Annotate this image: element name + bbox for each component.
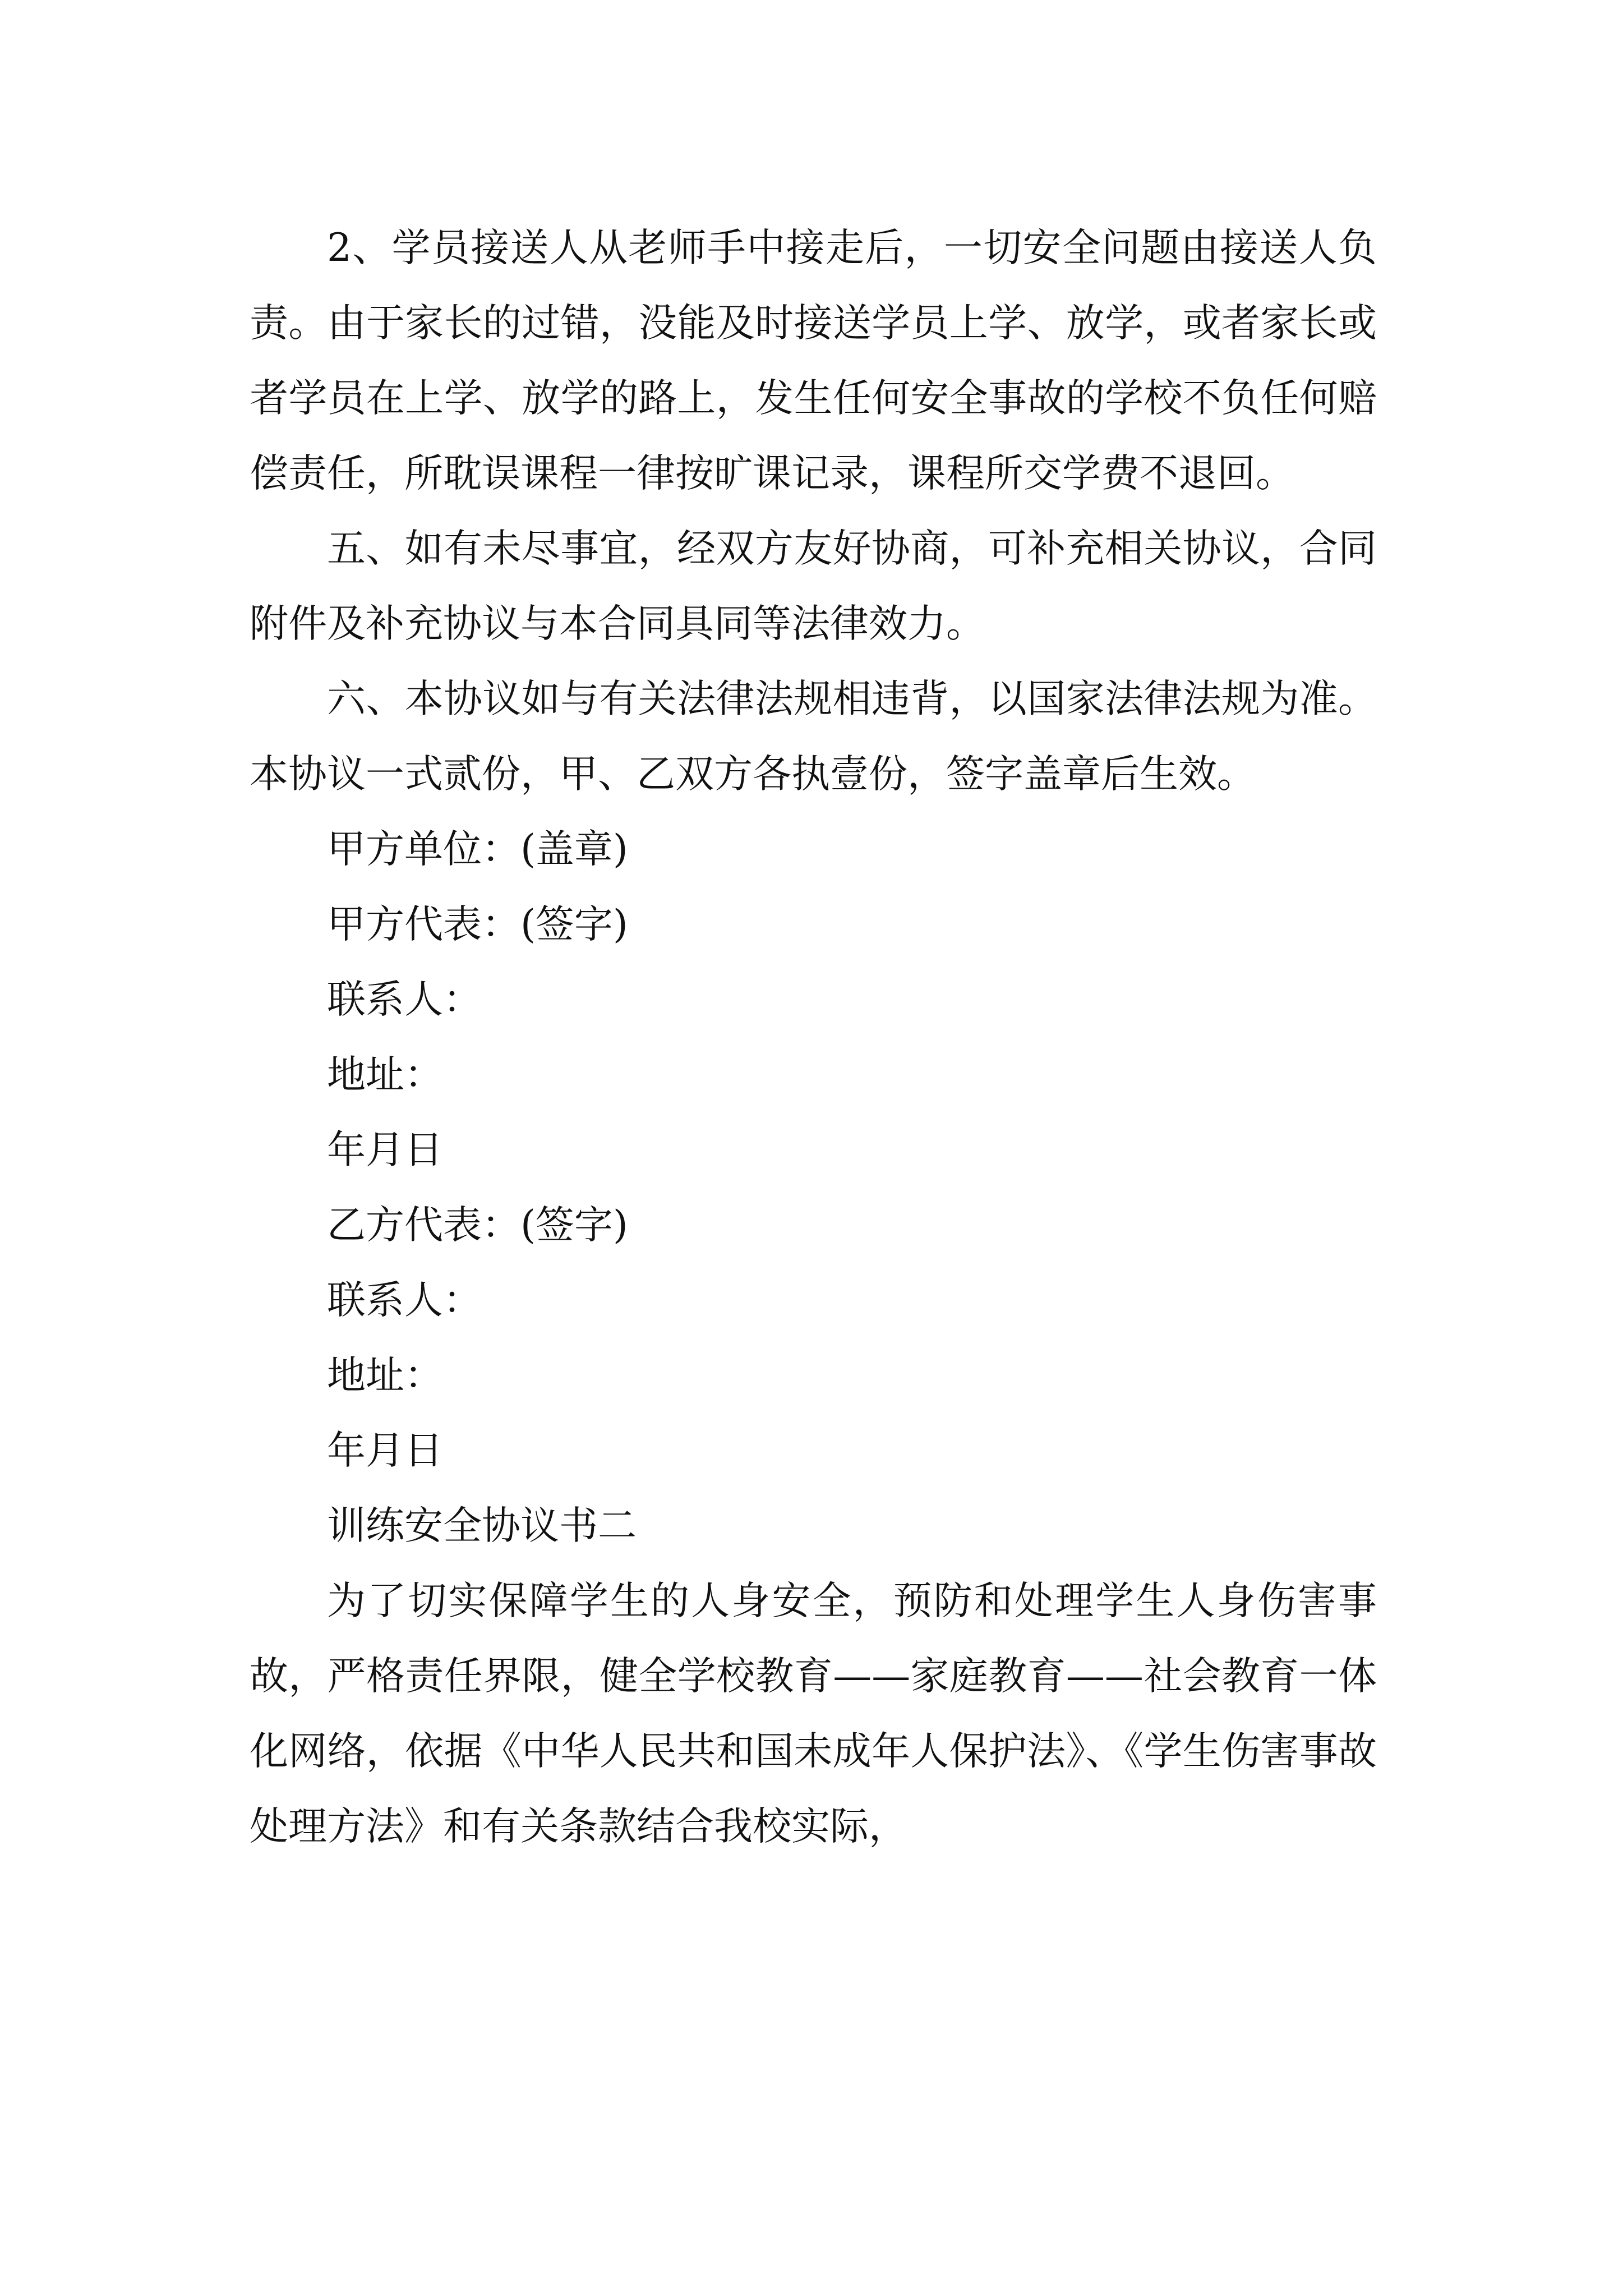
party-a-date-line: 年月日 [327,1128,443,1172]
paragraph-supplementary-agreement: 五、如有未尽事宜，经双方友好协商，可补充相关协议，合同附件及补充协议与本合同具同等法律效力。 [250,526,1377,646]
party-a-rep-line: 甲方代表：(签字) [327,902,628,947]
party-b-rep-line: 乙方代表：(签字) [327,1203,628,1248]
document-body [250,210,1377,1864]
party-a-unit-line: 甲方单位：(盖章) [327,827,628,872]
party-a-address-line: 地址： [327,1052,443,1097]
paragraph-legal-validity: 六、本协议如与有关法律法规相违背，以国家法律法规为准。本协议一式贰份，甲、乙双方各执壹份，签字盖章后生效。 [250,677,1377,797]
party-b-date-line: 年月日 [327,1428,443,1473]
party-b-contact-line: 联系人： [327,1278,482,1323]
paragraph-safety-purpose: 为了切实保障学生的人身安全，预防和处理学生人身伤害事故，严格责任界限，健全学校教育——家庭教育——社会教育一体化网络，依据《中华人民共和国未成年人保护法》、《学生伤害事故处理方法》和有关条款结合我校实际， [250,1579,1377,1849]
paragraph-pickup-responsibility: 2、学员接送人从老师手中接走后，一切安全问题由接送人负责。由于家长的过错，没能及时接送学员上学、放学，或者家长或者学员在上学、放学的路上，发生任何安全事故的学校不负任何赔偿责任，所耽误课程一律按旷课记录，课程所交学费不退回。 [250,226,1377,496]
section-title: 训练安全协议书二 [327,1503,637,1548]
party-a-contact-line: 联系人： [327,977,482,1022]
party-b-address-line: 地址： [327,1353,443,1398]
